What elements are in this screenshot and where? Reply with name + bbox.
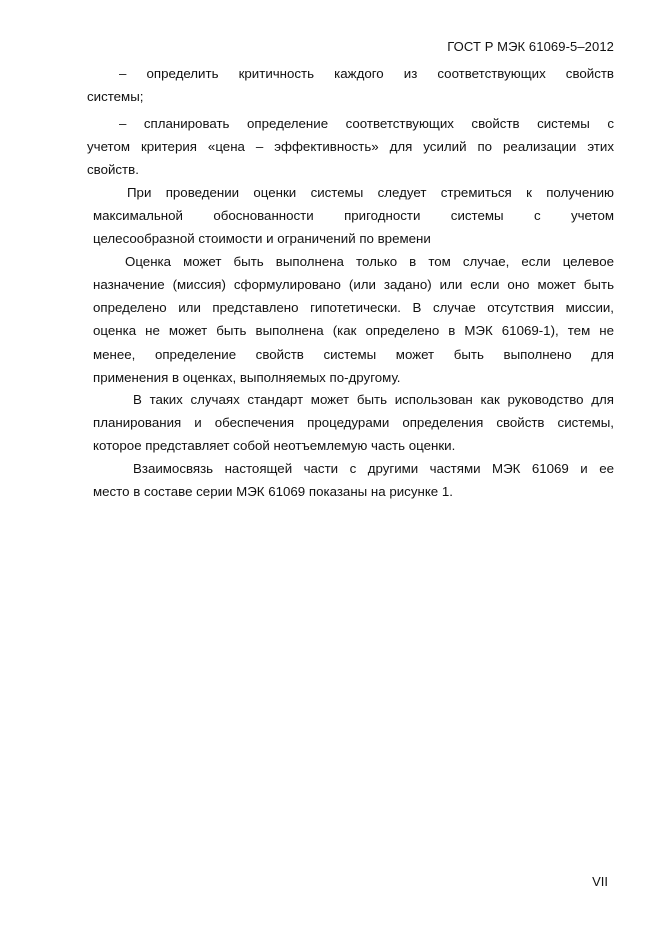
paragraph-standard-guidance [133,388,614,411]
text-line: При проведении оценки системы следует стремиться к получению [127,185,614,200]
paragraph-mission-condition-cont [93,273,614,389]
text-line: оценка не может быть выполнена (как определено в МЭК 61069-1), тем не [93,323,614,339]
list-item-determine-criticality [87,62,614,108]
text-line: учетом критерия «цена – эффективность» для усилий по реализации этих [87,139,614,155]
text-line: определено или представлено гипотетически. В случае отсутствия миссии, [93,300,614,316]
text-line: системы; [87,89,144,105]
text-line: которое представляет собой неотъемлемую часть оценки. [93,438,456,454]
paragraph-assessment-goal [127,181,614,204]
paragraph-standard-guidance-cont [93,411,614,457]
paragraph-mission-condition [125,250,614,273]
list-item-plan-determination [87,112,614,182]
page-number: VII [592,874,608,889]
text-line: – определить критичность каждого из соответствующих свойств [119,66,614,81]
text-line: место в составе серии МЭК 61069 показаны на рисунке 1. [93,484,453,499]
text-line: планирования и обеспечения процедурами определения свойств системы, [93,415,614,430]
text-line: применения в оценках, выполняемых по-другому. [93,369,401,385]
text-line: – спланировать определение соответствующих свойств системы с [119,116,614,131]
text-line: В таких случаях стандарт может быть использован как руководство для [133,392,614,407]
text-line: Взаимосвязь настоящей части с другими частями МЭК 61069 и ее [133,461,614,476]
paragraph-series-relation [133,457,614,480]
text-line: Оценка может быть выполнена только в том случае, если целевое [125,254,614,269]
text-line: менее, определение свойств системы может быть выполнено для [93,346,614,362]
document-code-header: ГОСТ Р МЭК 61069-5–2012 [447,39,614,54]
text-line: целесообразной стоимости и ограничений по времени [93,231,431,247]
paragraph-series-relation-cont [93,480,614,503]
text-line: максимальной обоснованности пригодности системы с учетом [93,208,614,223]
text-line: свойств. [87,162,139,178]
paragraph-assessment-goal-cont [93,204,614,250]
text-line: назначение (миссия) сформулировано (или задано) или если оно может быть [93,277,614,292]
